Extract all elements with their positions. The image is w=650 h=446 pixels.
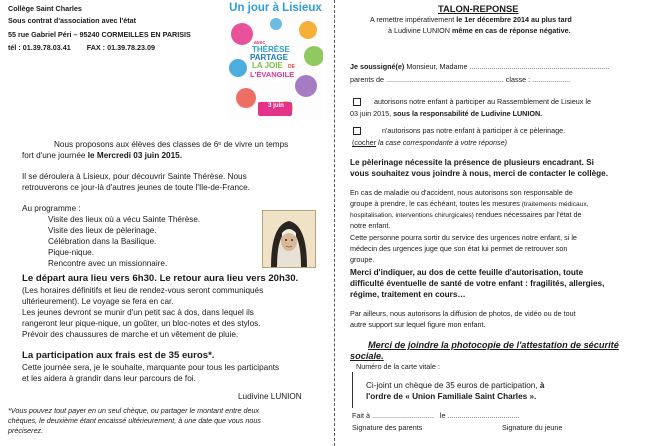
intro-line-2: fort d'une journée le Mercredi 03 juin 2015. [22,151,182,160]
poster-sub6: L'ÉVANGILE [250,70,295,79]
place-field[interactable]: ............................... [371,411,434,420]
cheque-line-1: Ci-joint un chèque de 35 euros de participation, à [366,381,545,390]
young-signature-label: Signature du jeune [502,423,563,432]
release-line-2: médecin des urgences juge que son état lui permet de retrouver son [350,244,568,253]
deadline: le 1er décembre 2014 au plus tard [456,15,572,24]
medical-line-3: hospitalisation, interventions chirurgicales) rendues nécessaires par l'état de [350,210,582,219]
checkbox-note: (cocher la case correspondante à votre réponse) [352,138,508,147]
social-security-line-1: Merci de joindre la photocopie de l'attestation de sécurité [368,340,619,350]
remit-line-2: à Ludivine LUNION même en cas de réponse négative. [388,26,571,35]
event-date: le Mercredi 03 juin 2015. [87,151,182,160]
reply-title: TALON-REPONSE [438,3,519,14]
refuse-line: n'autorisons pas notre enfant à participer à ce pèlerinage. [382,126,566,135]
poster-sub2: THÉRÈSE [252,45,290,54]
media-line-2: autre support sur lequel figure mon enfant. [350,320,486,329]
school-name: Collège Saint Charles [8,4,82,13]
equipment-line-3: Prévoir des chaussures de marche et un vêtement de pluie. [22,330,239,339]
participation-fee: La participation aux frais est de 35 euros*. [22,350,215,361]
program-item: Célébration dans la Basilique. [48,237,157,246]
health-line-2: difficulté éventuelle de santé de votre enfant : fragilités, allergies, [350,279,605,288]
signature-name: Ludivine LUNION [238,392,302,401]
refuse-checkbox[interactable] [353,127,361,135]
name-field[interactable]: ...................................................................... [469,62,610,71]
poster-sub5: DE [288,64,295,70]
release-line-1: Cette personne pourra sortir du service des urgences notre enfant, si le [350,233,577,242]
equipment-line-1: Les jeunes devront se munir d'un petit sac à dos, dans lequel ils [22,308,254,317]
cheque-line-2: l'ordre de « Union Familiale Saint Charles ». [366,392,537,401]
place-date-line: Fait à ............................... le .................................... [352,411,520,420]
location-line-2: retrouverons ce jour-là d'autres jeunes de toute l'Ile-de-France. [22,183,250,192]
location-line-1: Il se déroulera à Lisieux, pour découvrir Sainte Thérèse. Nous [22,172,247,181]
program-title: Au programme : [22,204,81,213]
medical-line-1: En cas de maladie ou d'accident, nous autorisons son responsable de [350,188,573,197]
program-item: Rencontre avec un missionnaire. [48,259,168,268]
program-item: Visite des lieux de pèlerinage. [48,226,157,235]
school-contract: Sous contrat d'association avec l'état [8,16,137,25]
departure-info: Le départ aura lieu vers 6h30. Le retour aura lieu vers 20h30. [22,273,299,284]
health-line-1: Merci d'indiquer, au dos de cette feuille d'autorisation, toute [350,268,584,277]
cut-line [334,0,335,446]
poster-badge: 3 juin [268,103,284,109]
program-item: Pique-nique. [48,248,94,257]
authorize-checkbox[interactable] [353,98,361,106]
date-field[interactable]: .................................... [447,411,520,420]
medical-line-4: notre enfant. [350,221,391,230]
program-item: Visite des lieux où a vécu Sainte Thérèse. [48,215,201,224]
health-line-3: régime, traitement en cours… [350,290,466,299]
closing-line-2: et les aidera à grandir dans leur parcours de foi. [22,374,196,383]
poster-sub1: avec [254,40,266,46]
poster-sub4: LA JOIE [252,61,283,70]
parents-signature-label: Signature des parents [352,423,423,432]
medical-line-2: groupe à prendre, le cas échéant, toutes les mesures (traitements médicaux, [350,199,589,208]
footnote-line-2: chèques, le deuxième étant encaissé ultérieurement, à une date que vous nous [8,416,261,425]
social-security-line-2: sociale. [350,351,384,361]
poster-sub3: PARTAGE [250,53,288,62]
equipment-line-2: rangeront leur pique-nique, un goûter, un bloc-notes et des stylos. [22,319,261,328]
school-phone: tél : 01.39.78.03.41 FAX : 01.39.78.23.09 [8,43,156,52]
pilgrimage-line-1: Le pèlerinage nécessite la présence de plusieurs encadrant. Si [350,158,594,167]
class-field[interactable]: ................... [532,75,571,84]
pilgrimage-line-2: vous souhaitez vous joindre à nous, merci de contacter le collège. [350,169,608,178]
footnote-line-1: *Vous pouvez tout payer en un seul chèque, ou partager le montant entre deux [8,406,260,415]
saint-therese-portrait [262,210,316,268]
footnote-line-3: préciserez. [8,426,44,435]
vitale-label: Numéro de la carte vitale : [356,362,440,371]
media-line-1: Par ailleurs, nous autorisons la diffusion de photos, de vidéo ou de tout [350,309,576,318]
authorize-line-2: 03 juin 2015, sous la responsabilité de Ludivine LUNION. [350,109,543,118]
parents-line: parents de ........................................................... classe : ................... [350,75,571,84]
departure-sub-1: (Les horaires définitifs et lieu de rendez-vous seront communiqués [22,286,264,295]
authorize-line-1: autorisons notre enfant à participer au Rassemblement de Lisieux le [374,97,591,106]
poster-title: Un jour à Lisieux [229,2,322,14]
school-address: 55 rue Gabriel Péri – 95240 CORMEILLES EN PARISIS [8,30,191,39]
event-poster [228,2,323,120]
release-line-3: groupe. [350,255,375,264]
remit-line-1: A remettre impérativement le 1er décembre 2014 au plus tard [370,15,572,24]
intro-line-1: Nous proposons aux élèves des classes de 6ᵉ de vivre un temps [54,140,289,149]
undersigned-line: Je soussigné(e) Monsieur, Madame ...................................................................... [350,62,610,71]
closing-line-1: Cette journée sera, je le souhaite, marquante pour tous les participants [22,363,280,372]
departure-sub-2: ultérieurement). Le voyage se fera en car. [22,297,174,306]
child-name-field[interactable]: ........................................................... [385,75,504,84]
portrait-image [263,211,315,267]
